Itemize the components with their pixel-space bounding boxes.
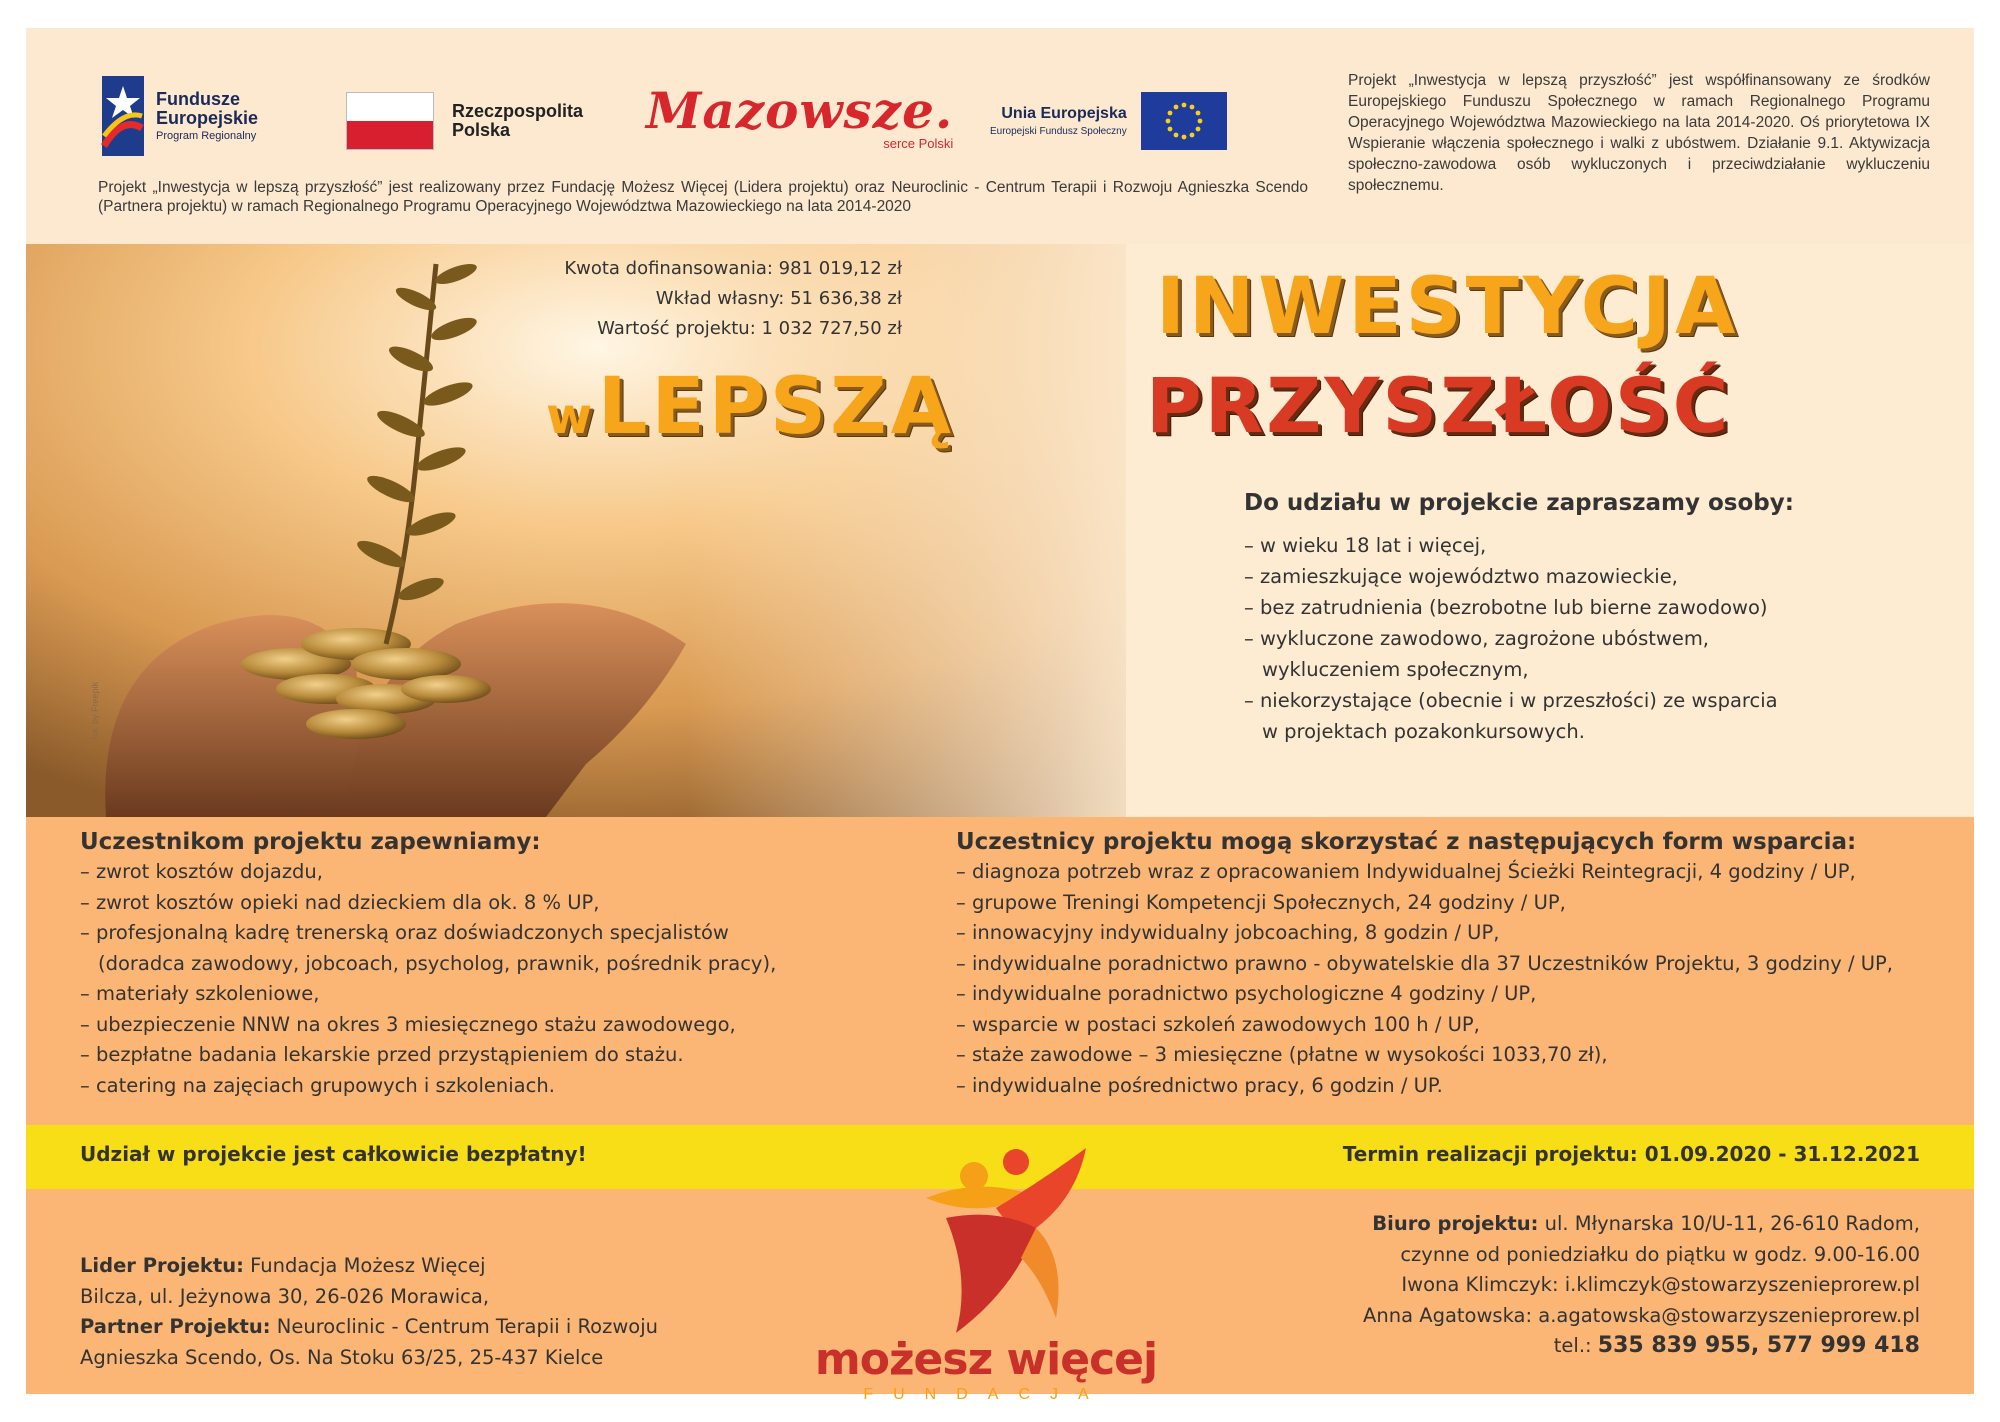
provide-section (80, 829, 776, 1101)
benefits-band (26, 817, 1974, 1125)
invite-heading: Do udziału w projekcie zapraszamy osoby: (1244, 490, 1794, 516)
fe-line2: Europejskie (156, 107, 259, 128)
title-w: w (546, 387, 593, 445)
dancing-figures-icon (806, 1138, 1166, 1338)
funding-line: Wkład własny: 51 636,38 zł (655, 288, 902, 309)
funding-amounts (564, 254, 902, 344)
project-term: Termin realizacji projektu: 01.09.2020 - 31.12.2021 (1342, 1142, 1920, 1166)
ue-line2: Europejski Fundusz Społeczny (990, 125, 1127, 137)
support-section (956, 829, 1893, 1101)
poland-flag-icon (346, 92, 434, 150)
logo-sub: FUNDACJA (863, 1386, 1109, 1403)
free-participation: Udział w projekcie jest całkowicie bezpłatny! (80, 1142, 587, 1166)
list-item: – niekorzystające (obecnie i w przeszłości) ze wsparcia (1244, 689, 1778, 712)
list-item: (doradca zawodowy, jobcoach, psycholog, prawnik, pośrednik pracy), (98, 951, 777, 975)
header (26, 28, 1974, 244)
funding-line: Kwota dofinansowania: 981 019,12 zł (564, 258, 902, 279)
list-item: wykluczeniem społecznym, (1262, 658, 1529, 681)
list-item: – indywidualne poradnictwo psychologiczne 4 godziny / UP, (956, 982, 1537, 1005)
list-item: – zwrot kosztów opieki nad dzieckiem dla ok. 8 % UP, (80, 890, 600, 914)
contact-line[interactable]: Iwona Klimczyk: i.klimczyk@stowarzyszenieprorew.pl (1401, 1273, 1920, 1296)
partner-address: Agnieszka Scendo, Os. Na Stoku 63/25, 25-437 Kielce (80, 1345, 604, 1369)
funding-line: Wartość projektu: 1 032 727,50 zł (597, 318, 902, 339)
list-item: – bez zatrudnienia (bezrobotne lub bierne zawodowo) (1244, 596, 1768, 619)
header-note: Projekt „Inwestycja w lepszą przyszłość” jest realizowany przez Fundację Możesz Więcej (Lidera projektu) oraz Neuroclinic - Centrum Terapii i Rozwoju Agnieszka Scendo (Partnera projektu) w ramach Regionalnego Programu Operacyjnego Województwa Mazowieckiego na lata 2014-2020 (98, 179, 1308, 215)
logo-name: możesz więcej (814, 1334, 1158, 1385)
invite-section (1244, 490, 1884, 747)
list-item: – catering na zajęciach grupowych i szkoleniach. (80, 1073, 555, 1097)
list-item: – bezpłatne badania lekarskie przed przystąpieniem do stażu. (80, 1043, 684, 1066)
list-item: – zamieszkujące województwo mazowieckie, (1244, 565, 1678, 588)
rp-line2: Polska (452, 120, 511, 140)
leader-name: Fundacja Możesz Więcej (243, 1254, 486, 1277)
list-item: – zwrot kosztów dojazdu, (80, 860, 323, 883)
leader-line (80, 1251, 658, 1282)
list-item: – innowacyjny indywidualny jobcoaching, 8 godzin / UP, (956, 921, 1500, 944)
fundusze-europejskie-logo (102, 76, 258, 156)
partner-label: Partner Projektu: (80, 1315, 271, 1338)
photo-credit: fot. by Freepik (90, 681, 100, 739)
partner-line (80, 1312, 658, 1343)
fe-line1: Fundusze (156, 88, 240, 109)
title-lepsza: LEPSZĄ (597, 362, 956, 452)
list-item: – wsparcie w postaci szkoleń zawodowych 100 h / UP, (956, 1012, 1480, 1036)
provide-heading: Uczestnikom projektu zapewniamy: (80, 829, 541, 855)
support-heading: Uczestnicy projektu mogą skorzystać z następujących form wsparcia: (956, 829, 1857, 855)
list-item: – wykluczone zawodowo, zagrożone ubóstwem, (1244, 627, 1710, 650)
partner-name: Neuroclinic - Centrum Terapii i Rozwoju (270, 1315, 658, 1338)
list-item: – w wieku 18 lat i więcej, (1244, 534, 1487, 557)
mozesz-wiecej-logo (806, 1138, 1166, 1408)
fe-star-icon (102, 76, 144, 156)
phone-numbers[interactable]: 535 839 955, 577 999 418 (1597, 1333, 1920, 1358)
mazowsze-logo (646, 81, 954, 151)
list-item: – materiały szkoleniowe, (80, 982, 320, 1005)
mazowsze-text: Mazowsze. (646, 81, 954, 140)
list-item: – indywidualne pośrednictwo pracy, 6 godzin / UP. (956, 1073, 1443, 1097)
office-label: Biuro projektu: (1372, 1212, 1539, 1235)
rp-line1: Rzeczpospolita (452, 101, 584, 122)
cofinancing-note: Projekt „Inwestycja w lepszą przyszłość” jest współfinansowany ze środków Europejskiego Funduszu Społecznego w ramach Regionalnego Programu Operacyjnego Województwa Mazowieckiego na lata 2014-2020. Oś priorytetowa IX Wspieranie włączenia społecznego i walki z ubóstwem. Działanie 9.1. Aktywizacja społeczno-zawodowa osób wykluczonych i przeciwdziałanie wykluczeniu społecznemu. (1348, 72, 1930, 194)
fe-line3: Program Regionalny (156, 129, 257, 142)
list-item: – diagnoza potrzeb wraz z opracowaniem Indywidualnej Ścieżki Reintegracji, 4 godziny / UP, (956, 860, 1856, 883)
list-item: – indywidualne poradnictwo prawno - obywatelskie dla 37 Uczestników Projektu, 3 godziny / UP, (956, 951, 1893, 975)
office-info (1363, 1209, 1920, 1362)
list-item: w projektach pozakonkursowych. (1262, 720, 1585, 743)
office-line (1363, 1209, 1920, 1240)
eu-flag-icon (1141, 92, 1227, 150)
list-item: – staże zawodowe – 3 miesięczne (płatne w wysokości 1033,70 zł), (956, 1043, 1608, 1066)
ue-line1: Unia Europejska (1001, 105, 1127, 123)
unia-europejska-logo (990, 92, 1227, 150)
leader-label: Lider Projektu: (80, 1254, 244, 1277)
leader-address: Bilcza, ul. Jeżynowa 30, 26-026 Morawica, (80, 1284, 490, 1308)
list-item: – grupowe Treningi Kompetencji Społecznych, 24 godziny / UP, (956, 890, 1566, 914)
contact-line[interactable]: Anna Agatowska: a.agatowska@stowarzyszenieprorew.pl (1363, 1303, 1920, 1327)
mazowsze-sub: serce Polski (883, 136, 954, 151)
leader-partner-info (80, 1251, 658, 1373)
title-inwestycja: INWESTYCJA (1156, 262, 1740, 352)
rzeczpospolita-logo (346, 92, 583, 150)
list-item: – ubezpieczenie NNW na okres 3 miesięcznego stażu zawodowego, (80, 1012, 736, 1036)
title-w-lepsza (546, 362, 956, 452)
office-address: ul. Młynarska 10/U-11, 26-610 Radom, (1538, 1212, 1920, 1235)
poster (26, 28, 1974, 1403)
office-hours: czynne od poniedziałku do piątku w godz. 9.00-16.00 (1400, 1242, 1920, 1266)
list-item: – profesjonalną kadrę trenerską oraz doświadczonych specjalistów (80, 921, 729, 944)
title-przyszlosc: PRZYSZŁOŚĆ (1146, 361, 1732, 450)
phone-line (1363, 1331, 1920, 1362)
tel-label: tel.: (1553, 1334, 1598, 1357)
